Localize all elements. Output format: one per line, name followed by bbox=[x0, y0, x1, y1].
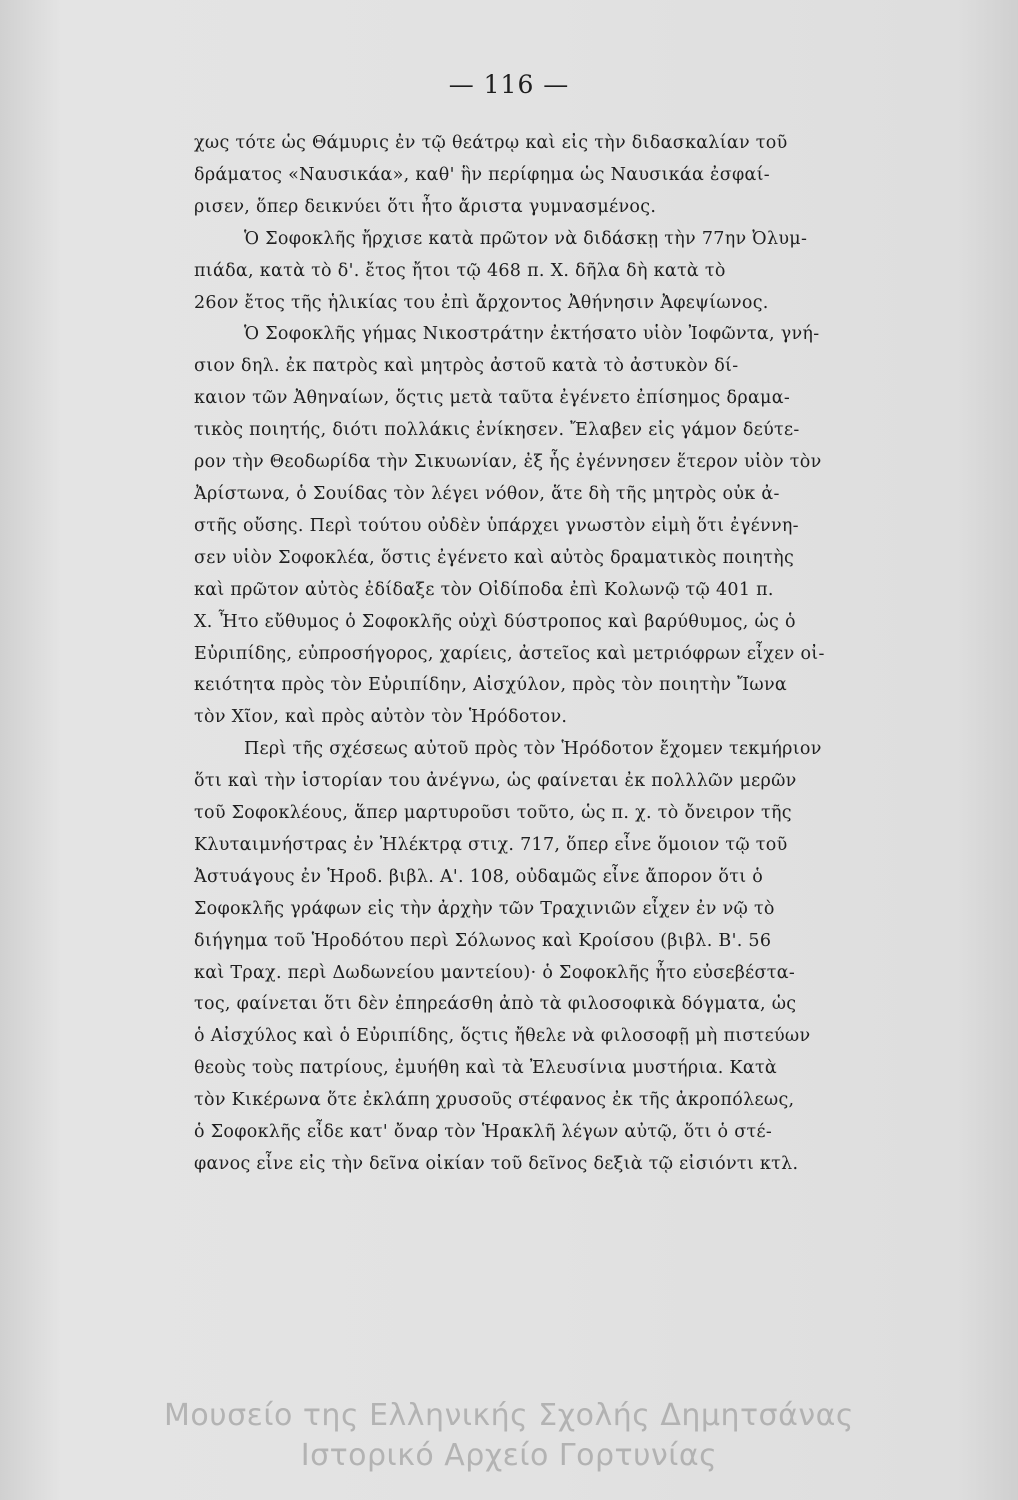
text-line: Εὐριπίδης, εὐπροσήγορος, χαρίεις, ἀστεῖος καὶ μετριόφρων εἶχεν οἰ- bbox=[194, 643, 825, 664]
text-line: ὁ Σοφοκλῆς εἶδε κατ' ὄναρ τὸν Ἡρακλῆ λέγων αὐτῷ, ὅτι ὁ στέ- bbox=[194, 1122, 773, 1143]
text-line: Ὁ Σοφοκλῆς ἤρχισε κατὰ πρῶτον νὰ διδάσκῃ τὴν 77ην Ὀλυμ- bbox=[244, 228, 808, 249]
text-line: στῆς οὔσης. Περὶ τούτου οὐδὲν ὑπάρχει γνωστὸν εἰμὴ ὅτι ἐγέννη- bbox=[194, 515, 799, 536]
text-line: τὸν Χῖον, καὶ πρὸς αὐτὸν τὸν Ἡρόδοτον. bbox=[194, 707, 568, 728]
text-line: καὶ πρῶτον αὐτὸς ἐδίδαξε τὸν Οἰδίποδα ἐπὶ Κολωνῷ τῷ 401 π. bbox=[194, 579, 774, 600]
page-number: — 116 — bbox=[448, 70, 570, 99]
text-line: ρισεν, ὅπερ δεικνύει ὅτι ἦτο ἄριστα γυμνασμένος. bbox=[194, 196, 657, 217]
text-line: θεοὺς τοὺς πατρίους, ἐμυήθη καὶ τὰ Ἐλευσίνια μυστήρια. Κατὰ bbox=[194, 1058, 778, 1079]
text-line: Ὁ Σοφοκλῆς γήμας Νικοστράτην ἐκτήσατο υἱὸν Ἰοφῶντα, γνή- bbox=[244, 324, 820, 345]
text-line: σιον δηλ. ἐκ πατρὸς καὶ μητρὸς ἀστοῦ κατὰ τὸ ἀστυκὸν δί- bbox=[194, 356, 739, 377]
text-line: τος, φαίνεται ὅτι δὲν ἐπηρεάσθη ἀπὸ τὰ φιλοσοφικὰ δόγματα, ὡς bbox=[194, 994, 797, 1015]
text-line: Ἀρίστωνα, ὁ Σουίδας τὸν λέγει νόθον, ἅτε δὴ τῆς μητρὸς οὐκ ἀ- bbox=[194, 483, 780, 504]
text-line: ὁ Αἰσχύλος καὶ ὁ Εὐριπίδης, ὅςτις ἤθελε νὰ φιλοσοφῇ μὴ πιστεύων bbox=[194, 1026, 811, 1047]
text-line: δράματος «Ναυσικάα», καθ' ἣν περίφημα ὡς Ναυσικάα ἐσφαί- bbox=[194, 164, 770, 185]
body-text bbox=[194, 128, 958, 1181]
text-line: τὸν Κικέρωνα ὅτε ἐκλάπη χρυσοῦς στέφανος ἐκ τῆς ἀκροπόλεως, bbox=[194, 1090, 795, 1111]
text-line: Περὶ τῆς σχέσεως αὐτοῦ πρὸς τὸν Ἡρόδοτον ἔχομεν τεκμήριον bbox=[244, 739, 822, 760]
text-line: Κλυταιμνήστρας ἐν Ἠλέκτρᾳ στιχ. 717, ὅπερ εἶνε ὅμοιον τῷ τοῦ bbox=[194, 834, 788, 855]
text-line: Σοφοκλῆς γράφων εἰς τὴν ἀρχὴν τῶν Τραχινιῶν εἶχεν ἐν νῷ τὸ bbox=[194, 898, 775, 919]
text-line: Χ. Ἦτο εὔθυμος ὁ Σοφοκλῆς οὐχὶ δύστροπος καὶ βαρύθυμος, ὡς ὁ bbox=[194, 611, 796, 632]
watermark-line-1: Μουσείο της Ελληνικής Σχολής Δημητσάνας bbox=[164, 1398, 854, 1433]
text-line: κειότητα πρὸς τὸν Εὐριπίδην, Αἰσχύλον, πρὸς τὸν ποιητὴν Ἴωνα bbox=[194, 675, 787, 696]
text-line: πιάδα, κατὰ τὸ δ'. ἔτος ἤτοι τῷ 468 π. Χ. δῆλα δὴ κατὰ τὸ bbox=[194, 260, 726, 281]
text-line: χως τότε ὡς Θάμυρις ἐν τῷ θεάτρῳ καὶ εἰς τὴν διδασκαλίαν τοῦ bbox=[194, 133, 788, 153]
text-line: 26ον ἔτος τῆς ἡλικίας του ἐπὶ ἄρχοντος Ἀθήνησιν Ἀφεψίωνος. bbox=[194, 292, 769, 313]
text-line: Ἀστυάγους ἐν Ἡροδ. βιβλ. Α'. 108, οὐδαμῶς εἶνε ἄπορον ὅτι ὁ bbox=[194, 866, 764, 887]
text-line: καιον τῶν Ἀθηναίων, ὅςτις μετὰ ταῦτα ἐγένετο ἐπίσημος δραμα- bbox=[194, 388, 791, 409]
text-line: διήγημα τοῦ Ἡροδότου περὶ Σόλωνος καὶ Κροίσου (βιβλ. Β'. 56 bbox=[194, 930, 772, 951]
watermark-line-2: Ιστορικό Αρχείο Γορτυνίας bbox=[300, 1438, 718, 1473]
text-line: καὶ Τραχ. περὶ Δωδωνείου μαντείου)· ὁ Σοφοκλῆς ἦτο εὐσεβέστα- bbox=[194, 962, 796, 983]
text-line: ρον τὴν Θεοδωρίδα τὴν Σικυωνίαν, ἐξ ἧς ἐγέννησεν ἕτερον υἱὸν τὸν bbox=[194, 452, 822, 473]
text-line: φανος εἶνε εἰς τὴν δεῖνα οἰκίαν τοῦ δεῖνος δεξιὰ τῷ εἰσιόντι κτλ. bbox=[194, 1154, 799, 1174]
text-line: τικὸς ποιητής, διότι πολλάκις ἐνίκησεν. Ἔλαβεν εἰς γάμον δεύτε- bbox=[194, 420, 800, 441]
text-line: ὅτι καὶ τὴν ἱστορίαν του ἀνέγνω, ὡς φαίνεται ἐκ πολλλῶν μερῶν bbox=[194, 771, 797, 792]
text-line: τοῦ Σοφοκλέους, ἅπερ μαρτυροῦσι τοῦτο, ὡς π. χ. τὸ ὄνειρον τῆς bbox=[194, 803, 792, 824]
text-line: σεν υἱὸν Σοφοκλέα, ὅστις ἐγένετο καὶ αὐτὸς δραματικὸς ποιητὴς bbox=[194, 547, 795, 568]
